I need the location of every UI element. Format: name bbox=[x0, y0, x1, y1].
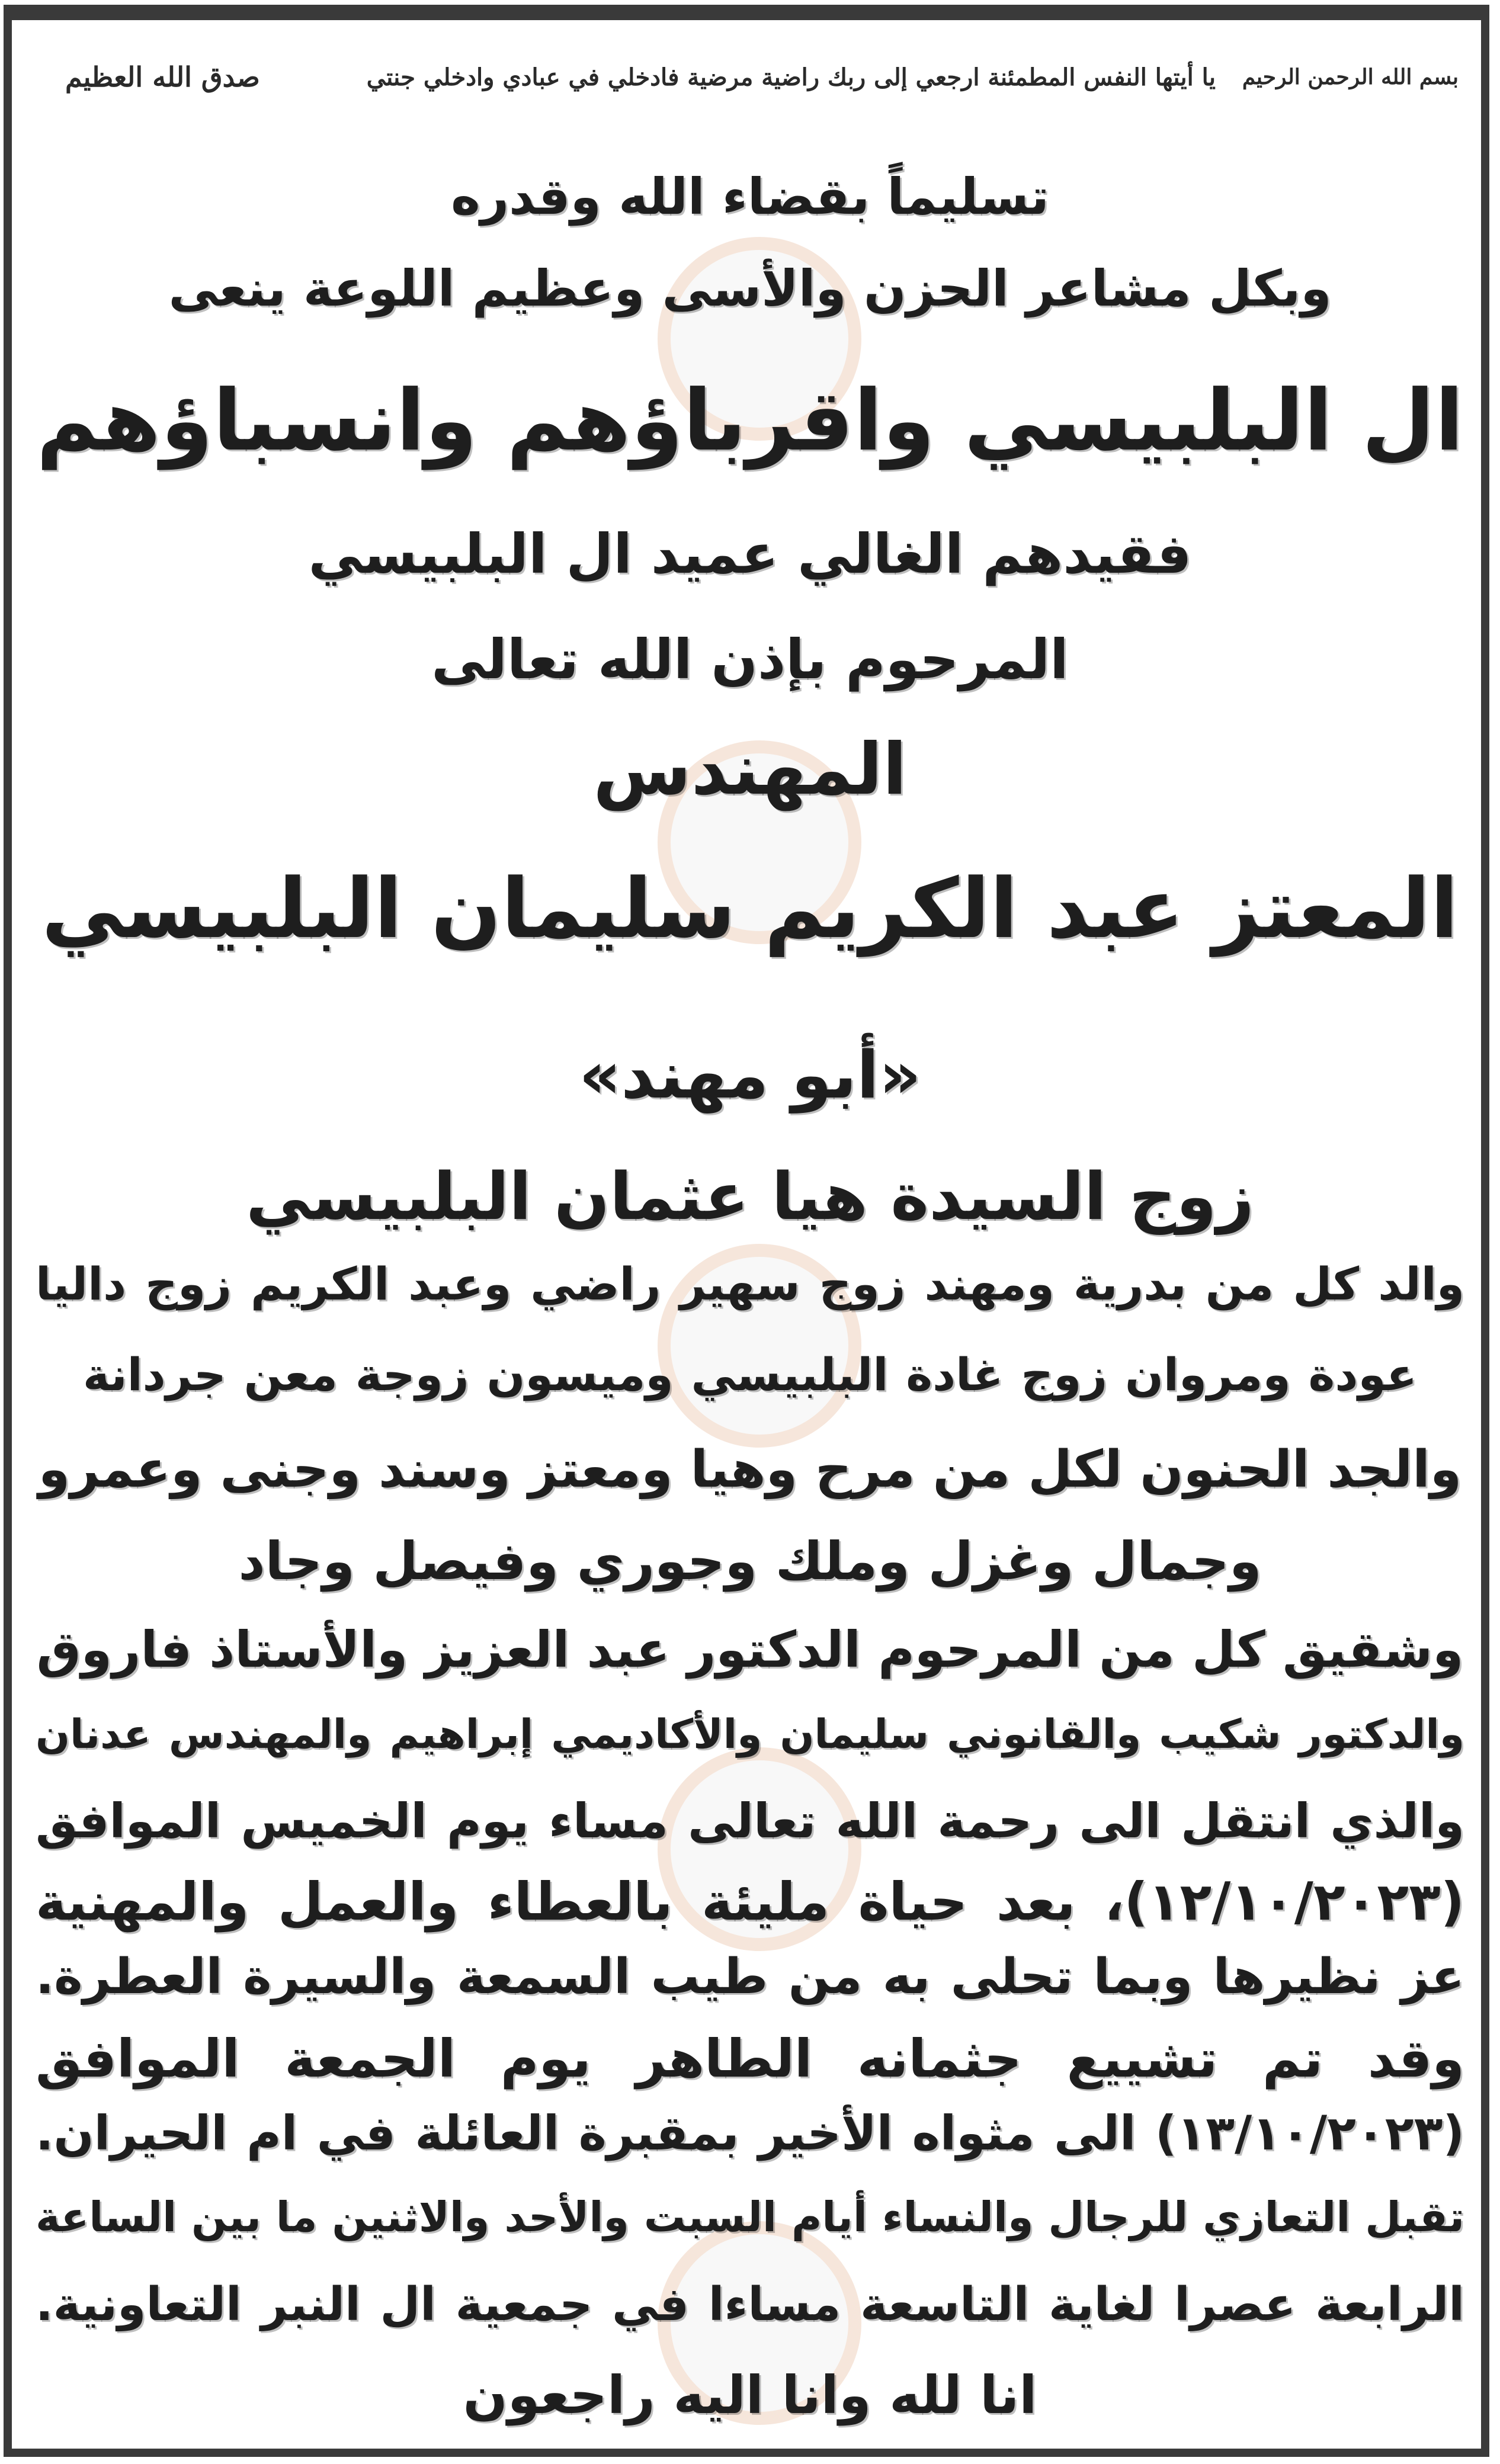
body-line: والذي انتقل الى رحمة الله تعالى مساء يوم الخميس الموافق bbox=[36, 1794, 1464, 1849]
closing-line: انا لله وانا اليه راجعون bbox=[463, 2364, 1037, 2426]
body-line: (١٣/١٠/٢٠٢٣) الى مثواه الأخير بمقبرة العائلة في ام الحيران. bbox=[36, 2106, 1464, 2161]
deceased-intro: فقيدهم الغالي عميد ال البلبيسي bbox=[308, 522, 1192, 586]
body-line: وشقيق كل من المرحوم الدكتور عبد العزيز والأستاذ فاروق bbox=[36, 1621, 1464, 1679]
quran-verse: يا أيتها النفس المطمئنة ارجعي إلى ربك راضية مرضية فادخلي في عبادي وادخلي جنتي bbox=[366, 63, 1216, 91]
body-line: وجمال وغزل وملك وجوري وفيصل وجاد bbox=[238, 1531, 1262, 1592]
basmala: بسم الله الرحمن الرحيم bbox=[1242, 65, 1459, 89]
deceased-name: المعتز عبد الكريم سليمان البلبيسي bbox=[41, 861, 1459, 957]
body-line: عز نظيرها وبما تحلى به من طيب السمعة والسيرة العطرة. bbox=[36, 1949, 1464, 2005]
opening-line: تسليماً بقضاء الله وقدره bbox=[451, 168, 1049, 226]
sadaqa: صدق الله العظيم bbox=[65, 61, 260, 93]
body-line: وقد تم تشييع جثمانه الطاهر يوم الجمعة الموافق bbox=[36, 2028, 1464, 2089]
spouse-line: زوج السيدة هيا عثمان البلبيسي bbox=[246, 1159, 1254, 1234]
body-line: تقبل التعازي للرجال والنساء أيام السبت والأحد والاثنين ما بين الساعة bbox=[36, 2193, 1464, 2241]
condolence-line: وبكل مشاعر الحزن والأسى وعظيم اللوعة ينعى bbox=[168, 259, 1332, 317]
deceased-title: المهندس bbox=[593, 729, 907, 811]
body-line: والد كل من بدرية ومهند زوج سهير راضي وعبد الكريم زوج داليا bbox=[36, 1257, 1464, 1310]
body-line: (١٢/١٠/٢٠٢٣)، بعد حياة مليئة بالعطاء والعمل والمهنية bbox=[36, 1871, 1464, 1932]
marhum-line: المرحوم بإذن الله تعالى bbox=[431, 628, 1069, 691]
body-line: والجد الحنون لكل من مرح وهيا ومعتز وسند وجنى وعمرو bbox=[38, 1440, 1462, 1499]
family-name: ال البلبيسي واقرباؤهم وانسباؤهم bbox=[36, 372, 1464, 470]
body-line: والدكتور شكيب والقانوني سليمان والأكاديمي إبراهيم والمهندس عدنان bbox=[36, 1711, 1464, 1758]
body-line: الرابعة عصرا لغاية التاسعة مساءا في جمعية ال النبر التعاونية. bbox=[36, 2278, 1464, 2331]
body-line: عودة ومروان زوج غادة البلبيسي وميسون زوجة معن جردانة bbox=[83, 1348, 1417, 1401]
deceased-nickname: «أبو مهند» bbox=[579, 1037, 921, 1113]
